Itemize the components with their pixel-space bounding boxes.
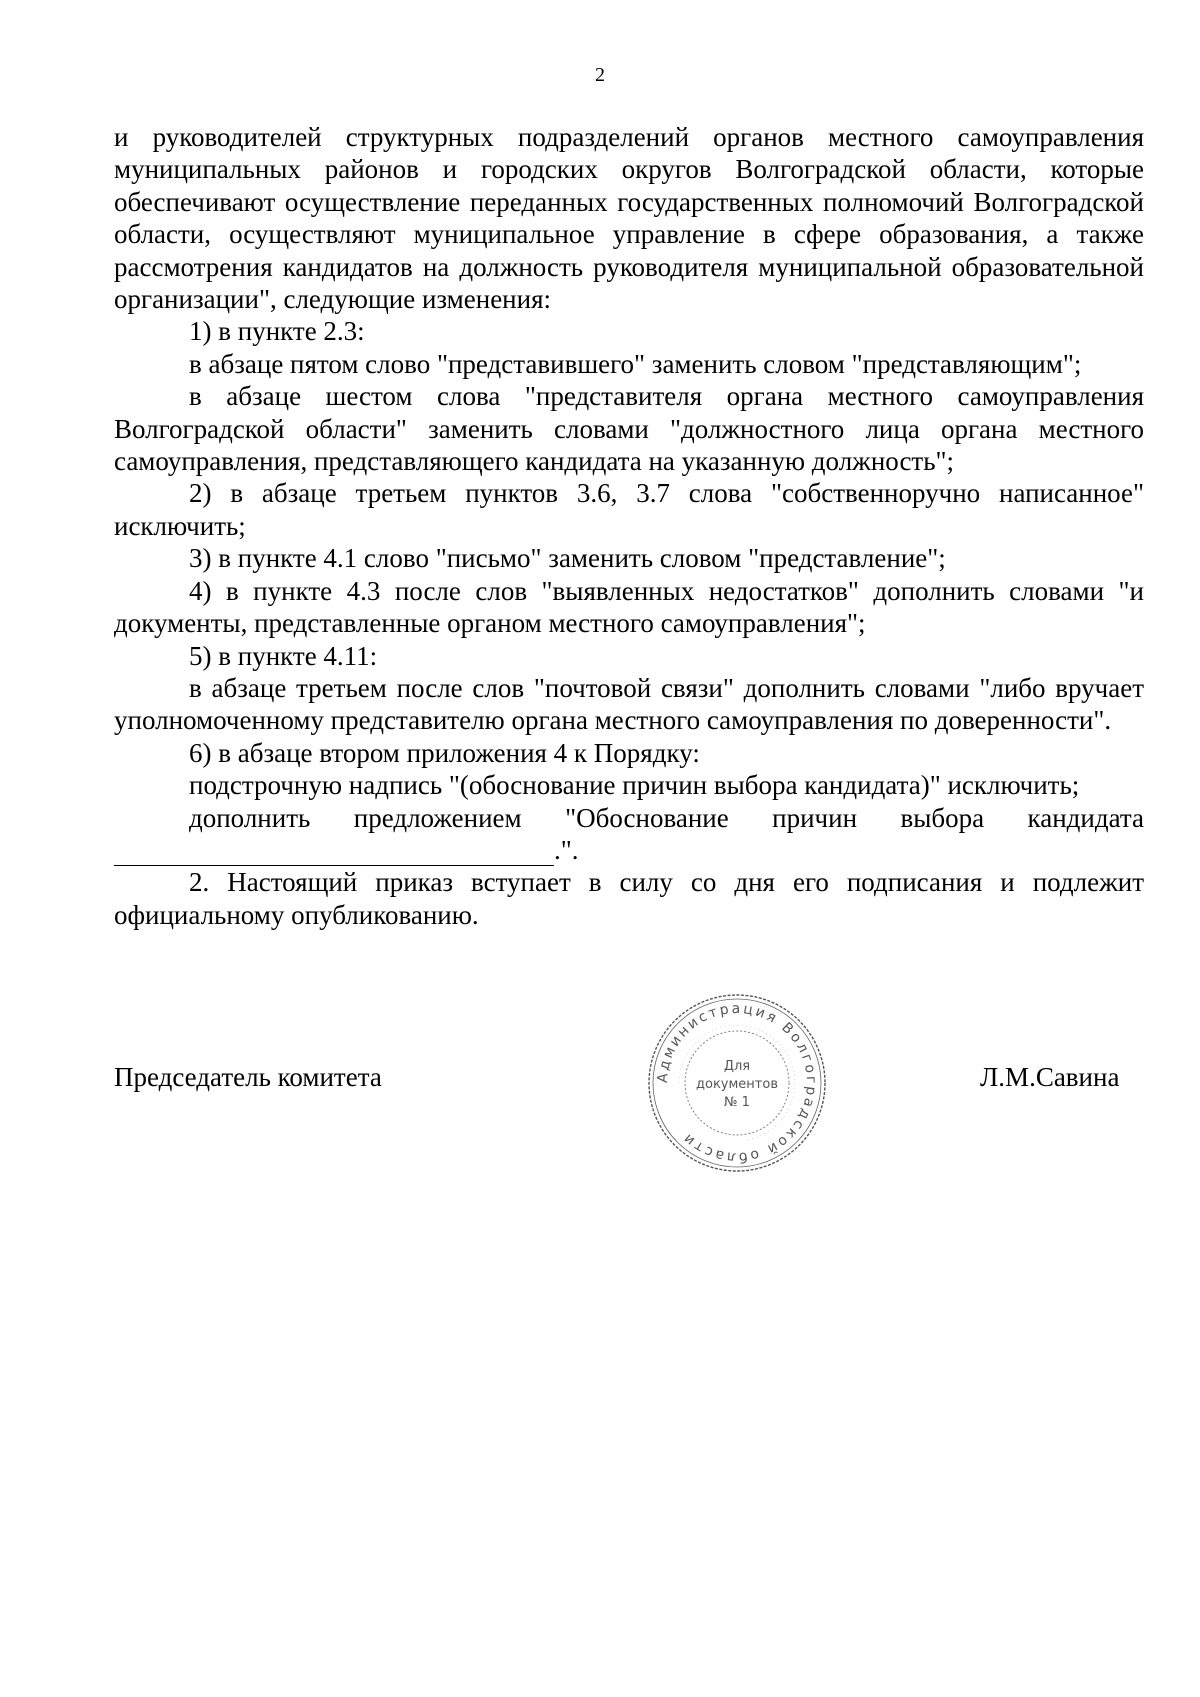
paragraph-item-1-a: в абзаце пятом слово "представившего" заменить словом "представляющим"; — [189, 348, 1082, 379]
seal-icon — [642, 988, 832, 1178]
paragraph-item-1-b: в абзаце шестом слова "представителя органа местного самоуправления Волгоградской области" заменить словами "должностного лица органа местного самоуправления, представляющего кандидата на указанную должность"; — [114, 381, 1144, 477]
paragraph-item-6-a: подстрочную надпись "(обоснование причин выбора кандидата)" исключить; — [189, 770, 1080, 801]
seal-ring-text: Администрация Волгоградской области — [654, 1000, 820, 1166]
seal-center-line-2: документов — [696, 1077, 778, 1092]
page-number: 2 — [595, 64, 605, 86]
signatory-name: Л.М.Савина — [980, 1062, 1120, 1092]
signatory-position: Председатель комитета — [114, 1062, 382, 1092]
blank-underline — [114, 843, 554, 866]
svg-text:· · · · · · · · · · · · · · ·: · · · · · · · · · · · · · · · · · · · · · · · · · · · · · · · · · · · · · · · · · · · · · · · · · · · · · · · · · · · · · — [676, 1022, 798, 1143]
paragraph-continuation: и руководителей структурных подразделений органов местного самоуправления муниципальных районов и городских округов Волгоградской области, которые обеспечивают осуществление переданных государственных полномочий Волгоградской области, осуществляют муниципальное управление в сфере образования, а также рассмотрения кандидатов на должность руководителя муниципальной образовательной организации", следующие изменения: — [114, 122, 1144, 315]
paragraph-item-1: 1) в пункте 2.3: — [189, 316, 365, 347]
paragraph-item-3: 3) в пункте 4.1 слово "письмо" заменить словом "представление"; — [189, 543, 946, 574]
paragraph-item-4: 4) в пункте 4.3 после слов "выявленных недостатков" дополнить словами "и документы, представленные органом местного самоуправления"; — [114, 575, 1144, 639]
paragraph-item-5-a: в абзаце третьем после слов "почтовой связи" дополнить словами "либо вручает уполномоченному представителю органа местного самоуправления по доверенности". — [114, 672, 1144, 736]
paragraph-item-6: 6) в абзаце втором приложения 4 к Порядку: — [189, 737, 700, 768]
fill-in-line — [114, 834, 1144, 866]
paragraph-item-6-b: дополнить предложением "Обоснование причин выбора кандидата — [189, 802, 1144, 833]
official-seal — [642, 988, 832, 1178]
fill-in-line-ending: .". — [554, 834, 579, 865]
seal-center-line-1: Для — [723, 1059, 751, 1074]
paragraph-effective-date: 2. Настоящий приказ вступает в силу со дня его подписания и подлежит официальному опубликованию. — [114, 867, 1144, 930]
seal-center-line-3: № 1 — [724, 1095, 750, 1110]
paragraph-item-2: 2) в абзаце третьем пунктов 3.6, 3.7 слова "собственноручно написанное" исключить; — [114, 478, 1144, 541]
paragraph-item-5: 5) в пункте 4.11: — [189, 640, 378, 671]
document-body — [114, 121, 1144, 931]
